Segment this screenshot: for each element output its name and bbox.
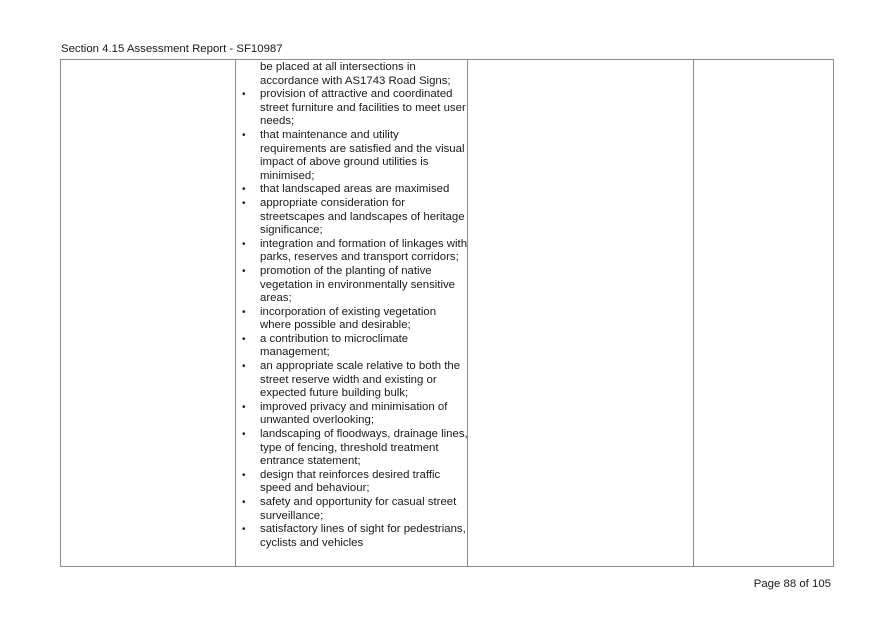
list-item: • incorporation of existing vegetation where possible and desirable; [242,306,468,333]
criteria-list [242,88,467,550]
list-item: • improved privacy and minimisation of unwanted overlooking; [242,401,468,428]
list-item: • integration and formation of linkages with parks, reserves and transport corridors; [242,238,468,265]
list-item: • safety and opportunity for casual street surveillance; [242,496,468,523]
assessment-table [60,59,834,567]
list-item: • that landscaped areas are maximised [242,183,468,197]
document-header: Section 4.15 Assessment Report - SF10987 [61,43,283,55]
list-item: • appropriate consideration for streetscapes and landscapes of heritage significance; [242,197,468,238]
continued-text: be placed at all intersections in accordance with AS1743 Road Signs; [260,61,451,87]
table-row [61,60,834,567]
table-cell-empty [468,60,694,567]
table-cell-criteria [236,60,468,567]
list-item: • landscaping of floodways, drainage lines, type of fencing, threshold treatment entrance statement; [242,428,468,469]
table-cell-empty [61,60,236,567]
page-number: Page 88 of 105 [753,578,831,590]
list-item: • that maintenance and utility requirements are satisfied and the visual impact of above ground utilities is minimised; [242,129,468,183]
table-cell-empty [694,60,834,567]
list-item: • provision of attractive and coordinated street furniture and facilities to meet user needs; [242,88,468,129]
list-item: • an appropriate scale relative to both the street reserve width and existing or expected future building bulk; [242,360,468,401]
list-item: • satisfactory lines of sight for pedestrians, cyclists and vehicles [242,523,468,550]
list-item: • design that reinforces desired traffic speed and behaviour; [242,469,468,496]
list-item: • a contribution to microclimate management; [242,333,468,360]
list-item: • promotion of the planting of native vegetation in environmentally sensitive areas; [242,265,468,306]
